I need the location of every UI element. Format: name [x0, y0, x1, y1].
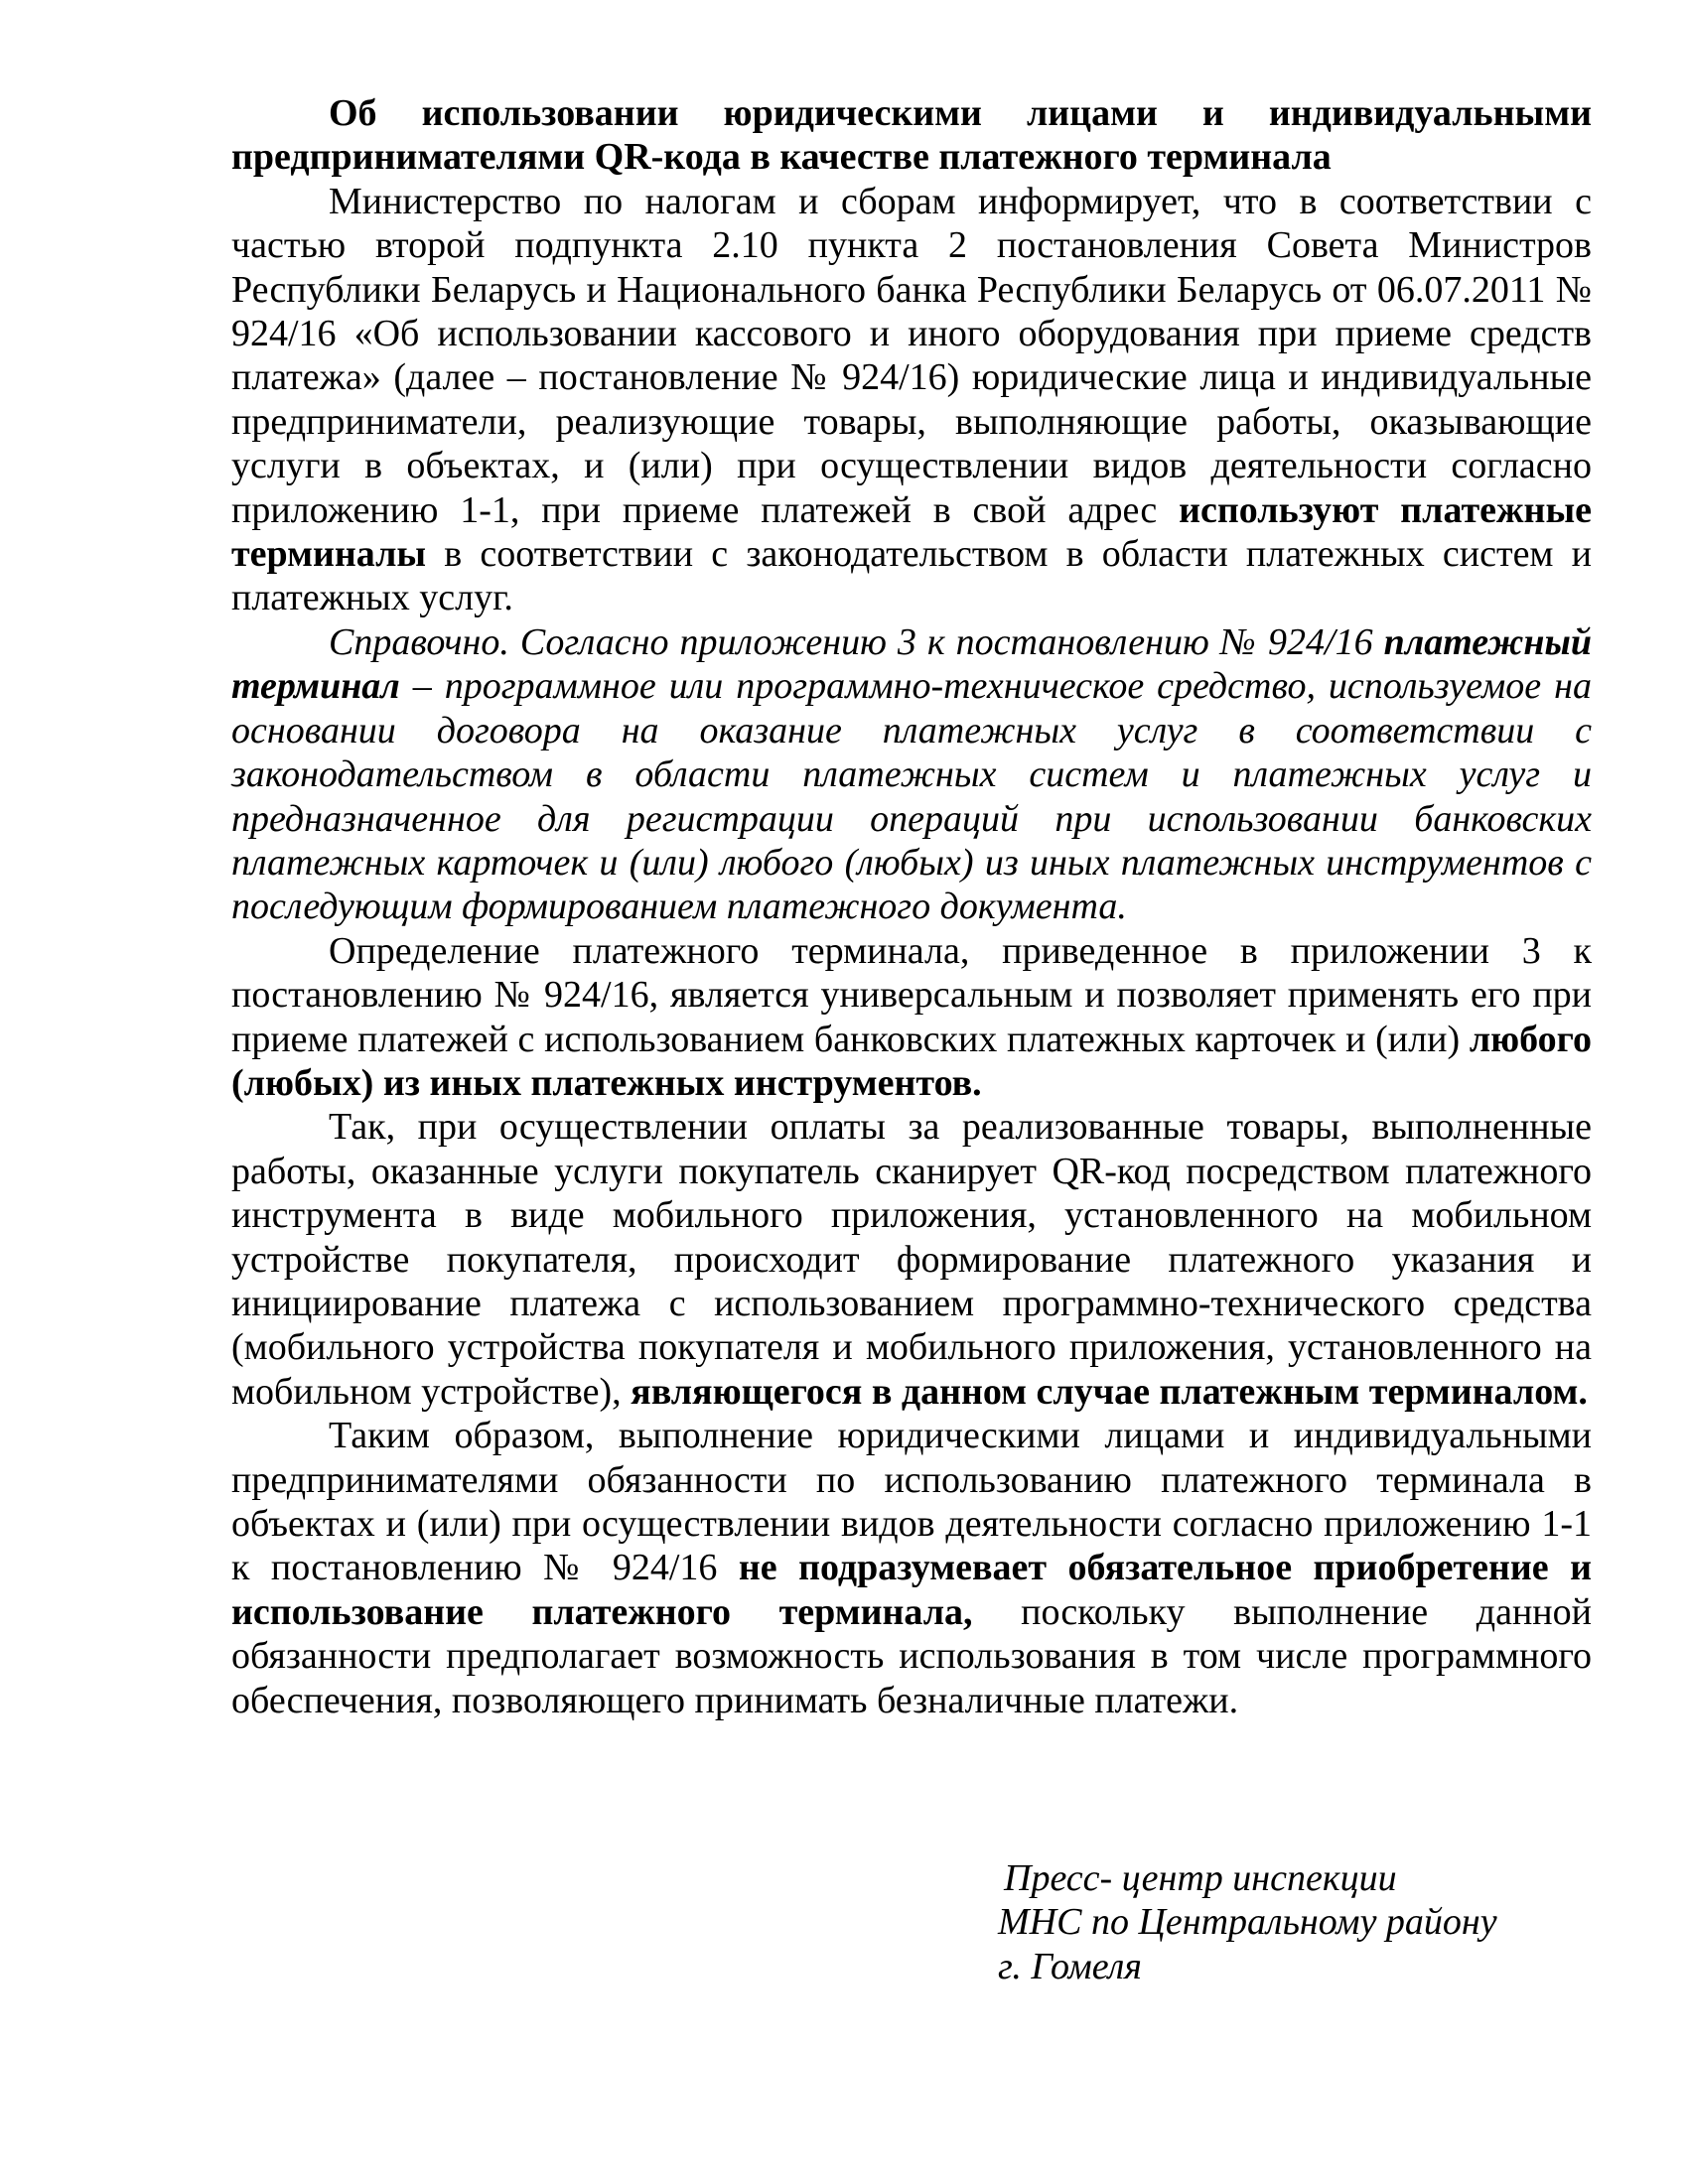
paragraph-4-text: Так, при осуществлении оплаты за реализованные товары, выполненные работы, оказанные услуги покупатель сканирует QR-код посредством платежного инструмента в виде мобильного приложения, установленного на мобильном устройстве покупателя, происходит формирование платежного указания и инициирование платежа с использованием программно-технического средства (мобильного устройства покупателя и мобильного приложения, установленного на мобильном устройстве),: [231, 1106, 1592, 1413]
signature-block: [998, 1856, 1497, 1988]
paragraph-5: [231, 1414, 1592, 1722]
paragraph-5-bold: не подразумевает обязательное приобретение и использование платежного терминала,: [231, 1547, 1592, 1633]
paragraph-1-text: Министерство по налогам и сборам информирует, что в соответствии с частью второй подпункта 2.10 пункта 2 постановления Совета Министров Республики Беларусь и Национального банка Республики Беларусь от 06.07.2011 № 924/16 «Об использовании кассового и иного оборудования при приеме средств платежа» (далее – постановление № 924/16) юридические лица и индивидуальные предприниматели, реализующие товары, выполняющие работы, оказывающие услуги в объектах, и (или) при осуществлении видов деятельности согласно приложению 1-1, при приеме платежей в свой адрес: [231, 180, 1592, 531]
paragraph-5-text: Таким образом, выполнение юридическими лицами и индивидуальными предпринимателями обязанности по использованию платежного терминала в объектах и (или) при осуществлении видов деятельности согласно приложению 1-1 к постановлению № 924/16: [231, 1415, 1592, 1589]
paragraph-3-bold: любого (любых) из иных платежных инструментов.: [231, 1018, 1592, 1104]
paragraph-1-text-end: в соответствии с законодательством в области платежных систем и платежных услуг.: [231, 533, 1592, 619]
paragraph-4-bold: являющегося в данном случае платежным терминалом.: [631, 1370, 1588, 1413]
signature-line-3: г. Гомеля: [998, 1945, 1142, 1987]
paragraph-1-bold: используют платежные терминалы: [231, 488, 1592, 576]
reference-note-definition: – программное или программно-техническое средство, используемое на основании договора на оказание платежных услуг в соответствии с законодательством в области платежных систем и платежных услуг и предназначенное для регистрации операций при использовании банковских платежных карточек и (или) любого (любых) из иных платежных инструментов с последующим формированием платежного документа.: [231, 665, 1592, 928]
reference-note: [231, 620, 1592, 929]
paragraph-3-text: Определение платежного терминала, приведенное в приложении 3 к постановлению № 924/16, является универсальным и позволяет применять его при приеме платежей с использованием банковских платежных карточек и (или): [231, 929, 1592, 1060]
document-body: [231, 91, 1592, 1722]
paragraph-5-text-end: поскольку выполнение данной обязанности предполагает возможность использования в том числе программного обеспечения, позволяющего принимать безналичные платежи.: [231, 1590, 1592, 1721]
signature-line-1: Пресс- центр инспекции: [1004, 1857, 1397, 1899]
reference-note-text: Справочно. Согласно приложению 3 к постановлению № 924/16: [329, 620, 1384, 663]
signature-line-2: МНС по Центральному району: [998, 1901, 1497, 1944]
paragraph-3: [231, 929, 1592, 1106]
reference-note-term: платежный терминал: [231, 620, 1592, 708]
paragraph-1: [231, 180, 1592, 620]
document-title: Об использовании юридическими лицами и индивидуальными предпринимателями QR-кода в качестве платежного терминала: [231, 92, 1592, 179]
paragraph-4: [231, 1105, 1592, 1414]
